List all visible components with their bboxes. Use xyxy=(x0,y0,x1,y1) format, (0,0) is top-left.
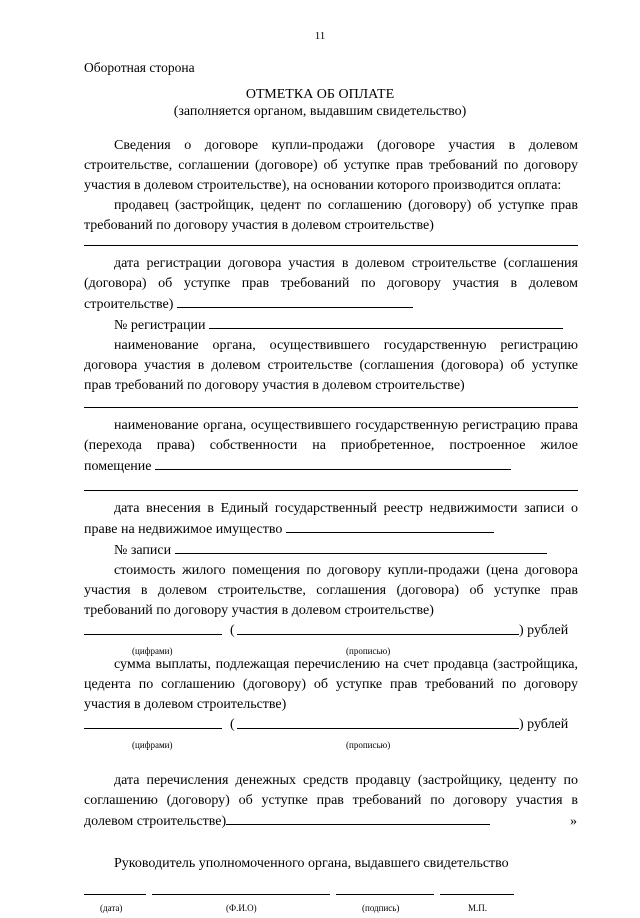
page-number: 11 xyxy=(314,30,326,42)
registry-date-text xyxy=(84,499,578,540)
ownership-body-label: наименование органа, осуществившего государственную регистрацию права (перехода права) собственности на приобретенное, построенное жилое помещение xyxy=(84,418,578,474)
payment-caption-digits: (цифрами) xyxy=(132,740,173,750)
contract-info-text: Сведения о договоре купли-продажи (договоре участия в долевом строительстве, соглашении (договоре) об уступке прав требований по договору участия в долевом строительстве), на основании которого производится оплата: xyxy=(84,138,578,193)
closing-quote: » xyxy=(570,814,577,829)
seller-line[interactable] xyxy=(84,244,578,246)
form-content xyxy=(84,136,578,913)
side-label: Оборотная сторона xyxy=(84,60,195,75)
head-signature-label: Руководитель уполномоченного органа, выдавшего свидетельство xyxy=(114,856,509,871)
registration-date-label: дата регистрации договора участия в долевом строительстве (соглашения (договора) об уступке прав требований по договору участия в долевом строительстве) xyxy=(84,256,578,312)
registration-date-line[interactable] xyxy=(177,294,413,308)
cost-caption-words: (прописью) xyxy=(346,646,391,656)
ownership-body-line-2[interactable] xyxy=(84,489,578,491)
form-title: ОТМЕТКА ОБ ОПЛАТЕ xyxy=(245,87,395,102)
record-number-label: № записи xyxy=(114,543,172,558)
signature-caption-date: (дата) xyxy=(100,903,123,913)
registration-date-text xyxy=(84,254,578,315)
payment-amount-row xyxy=(84,715,578,735)
record-number-row xyxy=(84,540,578,561)
payment-digits-line[interactable] xyxy=(84,715,222,729)
registering-body-text: наименование органа, осуществившего государственную регистрацию договора участия в долевом строительстве (соглашения (договора) об уступке прав требований по договору участия в долевом строительстве) xyxy=(84,338,578,393)
cost-rubles-label: ) рублей xyxy=(519,623,569,638)
transfer-date-label: дата перечисления денежных средств продавцу (застройщику, цеденту по соглашению (договору) об уступке прав требований по договору участия в долевом строительстве) xyxy=(84,773,578,829)
registry-date-line[interactable] xyxy=(286,519,494,533)
ownership-body-text xyxy=(84,416,578,477)
cost-amount-row xyxy=(84,621,578,641)
signature-caption-mp: М.П. xyxy=(468,903,488,913)
signature-sign-line[interactable] xyxy=(336,882,434,895)
payment-amount-text: сумма выплаты, подлежащая перечислению на счет продавца (застройщика, цедента по соглашению (договору) об уступке прав требований по договору участия в долевом строительстве) xyxy=(84,657,578,712)
payment-captions xyxy=(84,735,578,749)
cost-caption-digits: (цифрами) xyxy=(132,646,173,656)
cost-paren-open: ( xyxy=(230,623,235,638)
signature-caption-sign: (подпись) xyxy=(362,903,400,913)
signature-lines xyxy=(84,882,578,896)
ownership-body-line-1[interactable] xyxy=(155,456,511,470)
title-block xyxy=(0,86,640,120)
registry-date-label: дата внесения в Единый государственный реестр недвижимости записи о праве на недвижимое имущество xyxy=(84,501,578,537)
cost-text: стоимость жилого помещения по договору купли-продажи (цена договора участия в долевом строительстве, соглашения (договора) об уступке прав требований по договору участия в долевом строительстве) xyxy=(84,563,578,618)
payment-paren-open: ( xyxy=(230,717,235,732)
transfer-date-text xyxy=(84,771,578,832)
cost-words-line[interactable] xyxy=(237,621,519,635)
registration-number-label: № регистрации xyxy=(114,318,206,333)
transfer-date-line[interactable] xyxy=(226,811,490,825)
signature-caption-fio: (Ф.И.О) xyxy=(226,903,257,913)
cost-digits-line[interactable] xyxy=(84,621,222,635)
signature-date-line[interactable] xyxy=(84,882,146,895)
registration-number-line[interactable] xyxy=(209,315,563,329)
signature-captions xyxy=(84,896,578,913)
signature-fio-line[interactable] xyxy=(152,882,330,895)
form-subtitle: (заполняется органом, выдавшим свидетельство) xyxy=(173,104,467,119)
registration-number-row xyxy=(84,315,578,336)
seller-label: продавец (застройщик, цедент по соглашению (договору) об уступке прав требований по договору участия в долевом строительстве) xyxy=(84,198,578,233)
payment-words-line[interactable] xyxy=(237,715,519,729)
payment-rubles-label: ) рублей xyxy=(519,717,569,732)
signature-mp-line[interactable] xyxy=(440,882,514,895)
record-number-line[interactable] xyxy=(175,540,547,554)
registering-body-line[interactable] xyxy=(84,406,578,408)
payment-caption-words: (прописью) xyxy=(346,740,391,750)
cost-captions xyxy=(84,641,578,655)
